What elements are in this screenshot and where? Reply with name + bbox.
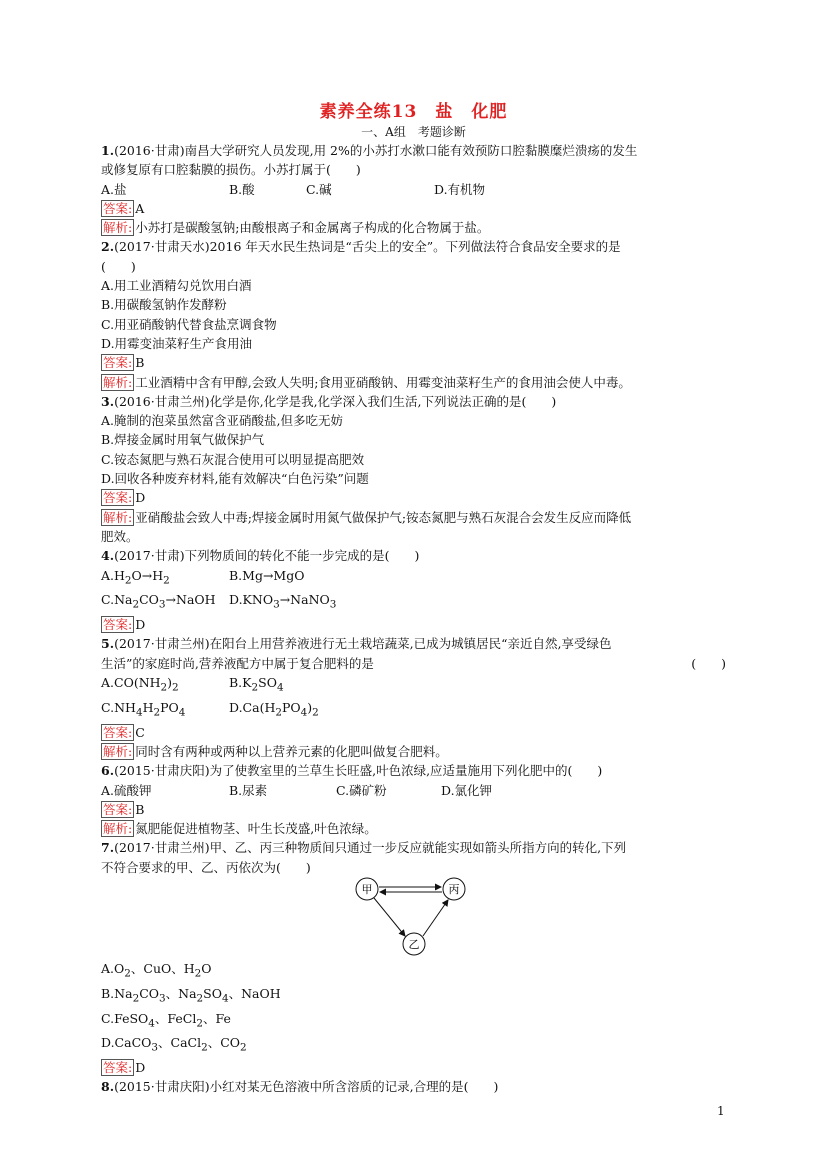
question-4: 4.(2017·甘肃)下列物质间的转化不能一步完成的是( ) <box>101 548 420 564</box>
analysis-3: 解析: 亚硝酸盐会致人中毒;焊接金属时用氮气做保护气;铵态氮肥与熟石灰混合会发生反应而降低 <box>103 509 632 525</box>
question-4-options-ab <box>101 566 726 591</box>
question-number: 2. <box>101 239 115 255</box>
document-page <box>101 100 726 1097</box>
answer-label: 答案: <box>103 355 133 371</box>
answer-6: 答案: B <box>103 801 145 817</box>
node-jia-label: 甲 <box>361 882 373 896</box>
option-c: C.用亚硝酸钠代替食盐烹调食物 <box>101 316 277 332</box>
option-a: $A.O_2$、CuO、$H_2O$ <box>101 960 212 980</box>
option-d: D.回收各种废弃材料,能有效解决“白色污染”问题 <box>101 471 369 487</box>
node-bing-label: 丙 <box>448 882 460 896</box>
page-number: 1 <box>717 1104 725 1118</box>
answer-2: 答案: B <box>103 355 145 371</box>
option-c: C.碱 <box>306 181 332 197</box>
analysis-3-cont: 肥效。 <box>101 528 139 544</box>
answer-label: 答案: <box>103 490 133 506</box>
page-title: 素养全练13 盐 化肥 <box>319 102 508 122</box>
answer-label: 答案: <box>103 617 133 633</box>
answer-label: 答案: <box>103 200 133 216</box>
analysis-1: 解析: 小苏打是碳酸氢钠;由酸根离子和金属离子构成的化合物属于盐。 <box>103 220 490 236</box>
question-number: 3. <box>101 393 115 409</box>
analysis-2: 解析: 工业酒精中含有甲醇,会致人失明;食用亚硝酸钠、用霉变油菜籽生产的食用油会使人中毒。 <box>103 374 631 390</box>
answer-paren: ( ) <box>691 655 726 671</box>
question-2: 2.(2017·甘肃天水)2016 年天水民生热词是“舌尖上的安全”。下列做法符合食品安全要求的是 <box>101 239 621 255</box>
answer-label: 答案: <box>103 1060 133 1076</box>
question-number: 4. <box>101 548 115 564</box>
answer-7: 答案: D <box>103 1060 146 1076</box>
question-number: 7. <box>101 840 115 856</box>
option-c: C.FeSO$_4$、FeCl$_2$、Fe <box>101 1010 231 1030</box>
option-d: $D.KNO_3\to NaNO_3$ <box>229 592 337 611</box>
option-a: A.盐 <box>101 181 127 197</box>
option-c: C.磷矿粉 <box>336 782 387 798</box>
question-number: 8. <box>101 1079 115 1095</box>
option-b: B.用碳酸氢钠作发酵粉 <box>101 297 227 313</box>
analysis-label: 解析: <box>103 220 133 236</box>
option-a: A.硫酸钾 <box>101 782 152 798</box>
answer-1: 答案: A <box>103 200 145 216</box>
option-d: D.CaCO$_3$、CaCl$_2$、$CO_2$ <box>101 1035 247 1054</box>
question-1-options <box>101 180 726 199</box>
question-8: 8.(2015·甘肃庆阳)小红对某无色溶液中所含溶质的记录,合理的是( ) <box>101 1079 499 1095</box>
arrow-jia-to-yi <box>374 898 405 936</box>
question-7: 7.(2017·甘肃兰州)甲、乙、丙三种物质间只通过一步反应就能实现如箭头所指方向的转化,下列 <box>101 840 627 856</box>
question-1: 1.(2016·甘肃)南昌大学研究人员发现,用 2%的小苏打水漱口能有效预防口腔黏膜糜烂溃疡的发生 <box>101 143 638 158</box>
analysis-label: 解析: <box>103 374 133 390</box>
answer-label: 答案: <box>103 724 133 740</box>
question-5-cont: 生活”的家庭时尚,营养液配方中属于复合肥料的是 ( ) <box>101 654 726 673</box>
question-5: 5.(2017·甘肃兰州)在阳台上用营养液进行无土栽培蔬菜,已成为城镇居民“亲近自然,享受绿色 <box>101 636 612 652</box>
question-7-cont: 不符合要求的甲、乙、丙依次为( ) <box>101 859 311 875</box>
option-d: D.氯化钾 <box>441 782 493 798</box>
answer-3: 答案: D <box>103 490 146 506</box>
option-b: B.Mg→MgO <box>229 567 305 583</box>
option-a: A.用工业酒精勾兑饮用白酒 <box>101 278 252 294</box>
option-c: C.铵态氮肥与熟石灰混合使用可以明显提高肥效 <box>101 451 365 467</box>
answer-4: 答案: D <box>103 617 146 633</box>
option-a: A.腌制的泡菜虽然富含亚硝酸盐,但多吃无妨 <box>101 413 343 429</box>
answer-label: 答案: <box>103 801 133 817</box>
option-b: $B.K_2SO_4$ <box>229 675 284 694</box>
answer-5: 答案: C <box>103 724 145 740</box>
question-5-options-ab <box>101 673 726 698</box>
conversion-diagram <box>101 877 726 959</box>
option-d: D.有机物 <box>434 181 486 197</box>
option-b: B.尿素 <box>229 782 268 798</box>
option-d: D.用霉变油菜籽生产食用油 <box>101 335 253 351</box>
node-yi-label: 乙 <box>408 937 420 951</box>
question-1-cont: 或修复原有口腔黏膜的损伤。小苏打属于( ) <box>101 162 361 178</box>
question-number: 1. <box>101 143 115 158</box>
option-b: B.焊接金属时用氧气做保护气 <box>101 432 265 448</box>
question-6-options <box>101 781 726 800</box>
option-b: B.酸 <box>229 181 255 197</box>
arrow-yi-to-bing <box>423 900 448 936</box>
triangle-diagram <box>353 877 473 959</box>
question-5-options-cd <box>101 698 726 723</box>
question-6: 6.(2015·甘肃庆阳)为了使教室里的兰草生长旺盛,叶色浓绿,应适量施用下列化肥中的( ) <box>101 763 603 779</box>
question-4-options-cd <box>101 590 726 615</box>
question-number: 5. <box>101 636 115 652</box>
question-3: 3.(2016·甘肃兰州)化学是你,化学是我,化学深入我们生活,下列说法正确的是( ) <box>101 393 557 409</box>
option-a: $A.H_2O\to H_2$ <box>101 567 170 587</box>
analysis-5: 解析: 同时含有两种或两种以上营养元素的化肥叫做复合肥料。 <box>103 743 448 759</box>
option-a: $A.CO(NH_2)_2$ <box>101 675 179 694</box>
option-b: $B.Na_2CO_3$、$Na_2SO_4$、NaOH <box>101 985 281 1005</box>
analysis-6: 解析: 氮肥能促进植物茎、叶生长茂盛,叶色浓绿。 <box>103 821 377 837</box>
analysis-label: 解析: <box>103 743 133 759</box>
option-d: $D.Ca(H_2PO_4)_2$ <box>229 699 319 719</box>
analysis-label: 解析: <box>103 509 133 525</box>
question-number: 6. <box>101 763 115 779</box>
question-2-cont: ( ) <box>101 258 136 274</box>
option-c: $C.Na_2CO_3\to NaOH$ <box>101 592 216 611</box>
analysis-label: 解析: <box>103 821 133 837</box>
option-c: $C.NH_4H_2PO_4$ <box>101 699 186 719</box>
section-heading: 一、A组 考题诊断 <box>361 125 466 139</box>
